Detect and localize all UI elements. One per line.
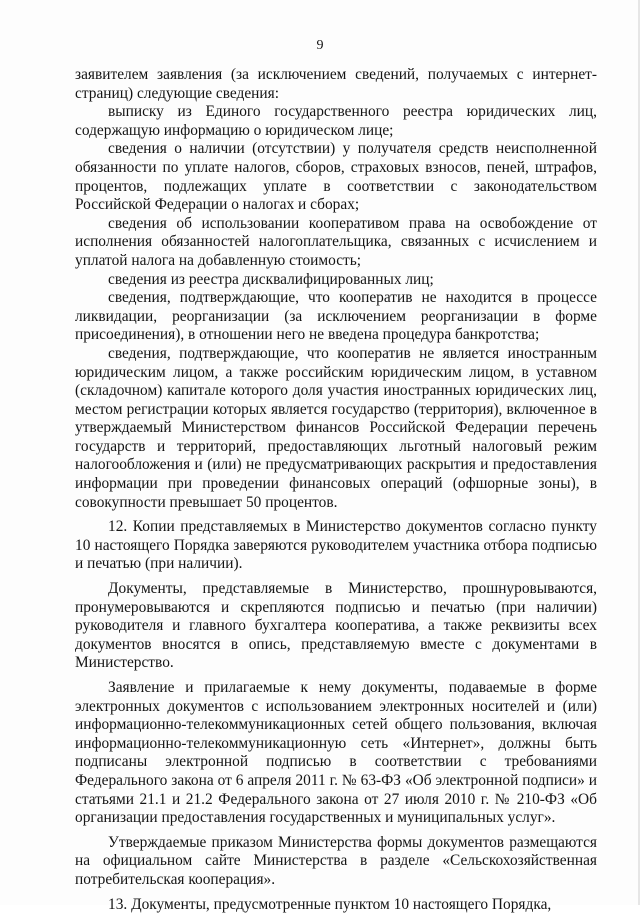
paragraph-egrul-extract: выписку из Единого государственного реестра юридических лиц, содержащую информацию о юридическом лице; — [75, 103, 597, 139]
page-number: 9 — [316, 38, 324, 53]
paragraph-forms-publication: Утверждаемые приказом Министерства формы документов размещаются на официальном сайте Министерства в разделе «Сельскохозяйственная потребительская кооперация». — [75, 833, 597, 888]
document-body — [75, 66, 597, 914]
paragraph-tax-debt-info: сведения о наличии (отсутствии) у получателя средств неисполненной обязанности по уплате налогов, сборов, страховых взносов, пеней, штрафов, процентов, подлежащих уплате в соответствии с законодательством Российской Федерации о налогах и сборах; — [75, 140, 597, 214]
paragraph-documents-binding: Документы, представляемые в Министерство, прошнуровываются, пронумеровываются и скрепляются подписью и печатью (при наличии) руководителя и главного бухгалтера кооператива, а также реквизиты всех документов вносятся в опись, представляемую вместе с документами в Министерство. — [75, 580, 597, 672]
paragraph-not-foreign-entity: сведения, подтверждающие, что кооператив не является иностранным юридическим лицом, а также российским юридическим лицом, в уставном (складочном) капитале которого доля участия иностранных юридических лиц, местом регистрации которых является государство (территория), включенное в утверждаемый Министерством финансов Российской Федерации перечень государств и территорий, предоставляющих льготный налоговый режим налогообложения и (или) не предусматривающих раскрытия и предоставления информации при проведении финансовых операций (офшорные зоны), в совокупности превышает 50 процентов. — [75, 344, 597, 511]
paragraph-vat-exemption-info: сведения об использовании кооперативом права на освобождение от исполнения обязанностей налогоплательщика, связанных с исчислением и уплатой налога на добавленную стоимость; — [75, 214, 597, 269]
paragraph-disqualified-registry: сведения из реестра дисквалифицированных лиц; — [108, 270, 434, 288]
paragraph-intro-continuation: заявителем заявления (за исключением сведений, получаемых с интернет-страниц) следующие сведения: — [75, 66, 597, 102]
paragraph-electronic-submission: Заявление и прилагаемые к нему документы, подаваемые в форме электронных документов с использованием электронных носителей и (или) информационно-телекоммуникационных сетей общего пользования, включая информационно-телекоммуникационную сеть «Интернет», должны быть подписаны электронной подписью в соответствии с требованиями Федерального закона от 6 апреля 2011 г. № 63-ФЗ «Об электронной подписи» и статьями 21.1 и 21.2 Федерального закона от 27 июля 2010 г. № 210-ФЗ «Об организации предоставления государственных и муниципальных услуг». — [75, 679, 597, 827]
paragraph-item-12: 12. Копии представляемых в Министерство документов согласно пункту 10 настоящего Порядка заверяются руководителем участника отбора подписью и печатью (при наличии). — [75, 518, 597, 573]
paragraph-item-13: 13. Документы, предусмотренные пунктом 10 настоящего Порядка, — [108, 895, 552, 913]
paragraph-no-liquidation: сведения, подтверждающие, что кооператив не находится в процессе ликвидации, реорганизации (за исключением реорганизации в форме присоединения), в отношении него не введена процедура банкротства; — [75, 289, 597, 344]
